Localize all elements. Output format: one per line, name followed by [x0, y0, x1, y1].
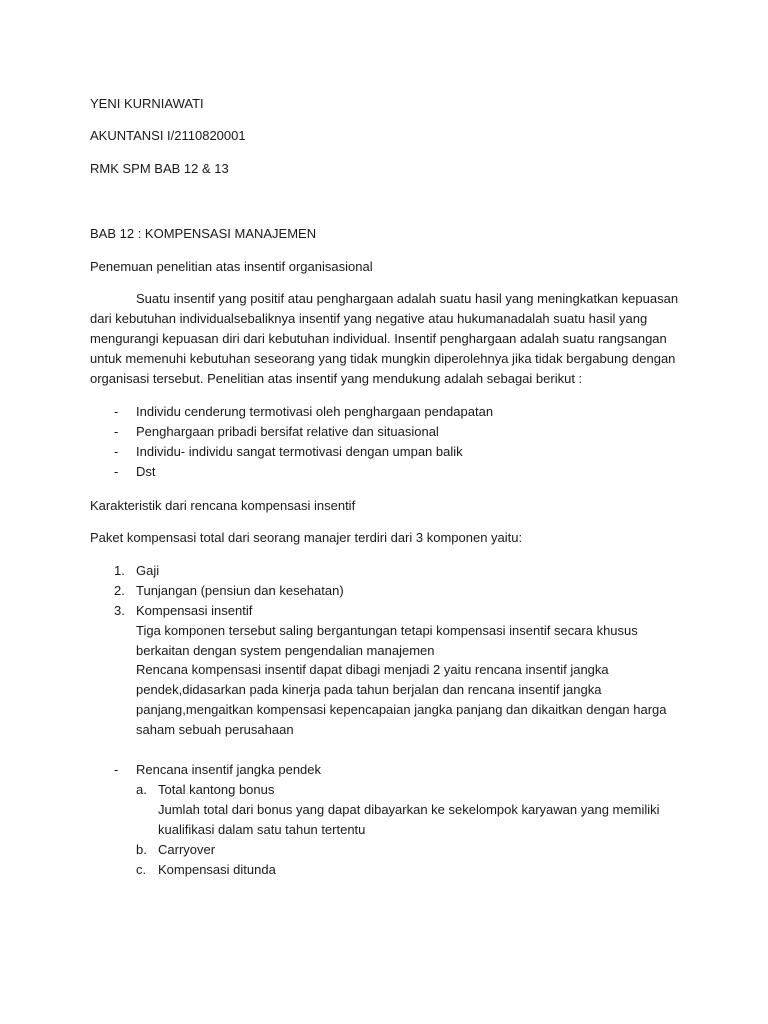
- item-detail-line: Tiga komponen tersebut saling bergantungan tetapi kompensasi insentif secara khusus: [136, 623, 638, 638]
- paragraph-line: organisasi tersebut. Penelitian atas insentif yang mendukung adalah sebagai berikut :: [90, 371, 583, 386]
- bullet-item: Dst: [136, 464, 156, 479]
- bullet-item: Individu- individu sangat termotivasi dengan umpan balik: [136, 444, 463, 459]
- lettered-item: Total kantong bonus: [158, 782, 275, 797]
- item-detail-line: panjang,mengaitkan kompensasi kepencapaian jangka panjang dan dikaitkan dengan harga: [136, 702, 667, 717]
- bullet-item: Individu cenderung termotivasi oleh penghargaan pendapatan: [136, 404, 494, 419]
- paragraph-line: Suatu insentif yang positif atau penghargaan adalah suatu hasil yang meningkatkan kepuasan: [136, 291, 679, 306]
- list-letter: c.: [136, 862, 147, 877]
- item-detail-line: saham sebuah perusahaan: [136, 722, 294, 737]
- section-heading: Karakteristik dari rencana kompensasi insentif: [90, 498, 356, 513]
- paragraph-line: dari kebutuhan individualsebaliknya insentif yang negative atau hukumanadalah suatu hasil yang: [90, 311, 648, 326]
- section-heading: Penemuan penelitian atas insentif organisasional: [90, 259, 373, 274]
- numbered-item: Gaji: [136, 563, 160, 578]
- paragraph-line: untuk memenuhi kebutuhan seseorang yang tidak mungkin diperolehnya jika tidak bergabung dengan: [90, 351, 676, 366]
- subject: RMK SPM BAB 12 & 13: [90, 161, 229, 176]
- bullet-marker: -: [114, 424, 119, 439]
- item-detail-line: berkaitan dengan system pengendalian manajemen: [136, 643, 435, 658]
- paragraph-line: mengurangi kepuasan diri dari kebutuhan individual. Insentif penghargaan adalah suatu rangsangan: [90, 331, 667, 346]
- bullet-marker: -: [114, 762, 119, 777]
- lettered-item: Carryover: [158, 842, 216, 857]
- bullet-marker: -: [114, 464, 119, 479]
- item-detail-line: kualifikasi dalam satu tahun tertentu: [158, 822, 366, 837]
- bullet-marker: -: [114, 444, 119, 459]
- bullet-item: Penghargaan pribadi bersifat relative dan situasional: [136, 424, 439, 439]
- item-detail-line: Jumlah total dari bonus yang dapat dibayarkan ke sekelompok karyawan yang memiliki: [158, 802, 660, 817]
- bullet-item: Rencana insentif jangka pendek: [136, 762, 322, 777]
- list-number: 3.: [114, 603, 125, 618]
- class-id: AKUNTANSI I/2110820001: [90, 128, 246, 143]
- item-detail-line: pendek,didasarkan pada kinerja pada tahun berjalan dan rencana insentif jangka: [136, 682, 602, 697]
- item-detail-line: Rencana kompensasi insentif dapat dibagi menjadi 2 yaitu rencana insentif jangka: [136, 662, 609, 677]
- author-name: YENI KURNIAWATI: [90, 96, 204, 111]
- list-number: 1.: [114, 563, 125, 578]
- list-number: 2.: [114, 583, 125, 598]
- lettered-item: Kompensasi ditunda: [158, 862, 276, 877]
- numbered-item: Kompensasi insentif: [136, 603, 253, 618]
- intro-text: Paket kompensasi total dari seorang manajer terdiri dari 3 komponen yaitu:: [90, 530, 523, 545]
- bullet-marker: -: [114, 404, 119, 419]
- list-letter: a.: [136, 782, 147, 797]
- list-letter: b.: [136, 842, 147, 857]
- numbered-item: Tunjangan (pensiun dan kesehatan): [136, 583, 344, 598]
- chapter-title: BAB 12 : KOMPENSASI MANAJEMEN: [90, 226, 317, 241]
